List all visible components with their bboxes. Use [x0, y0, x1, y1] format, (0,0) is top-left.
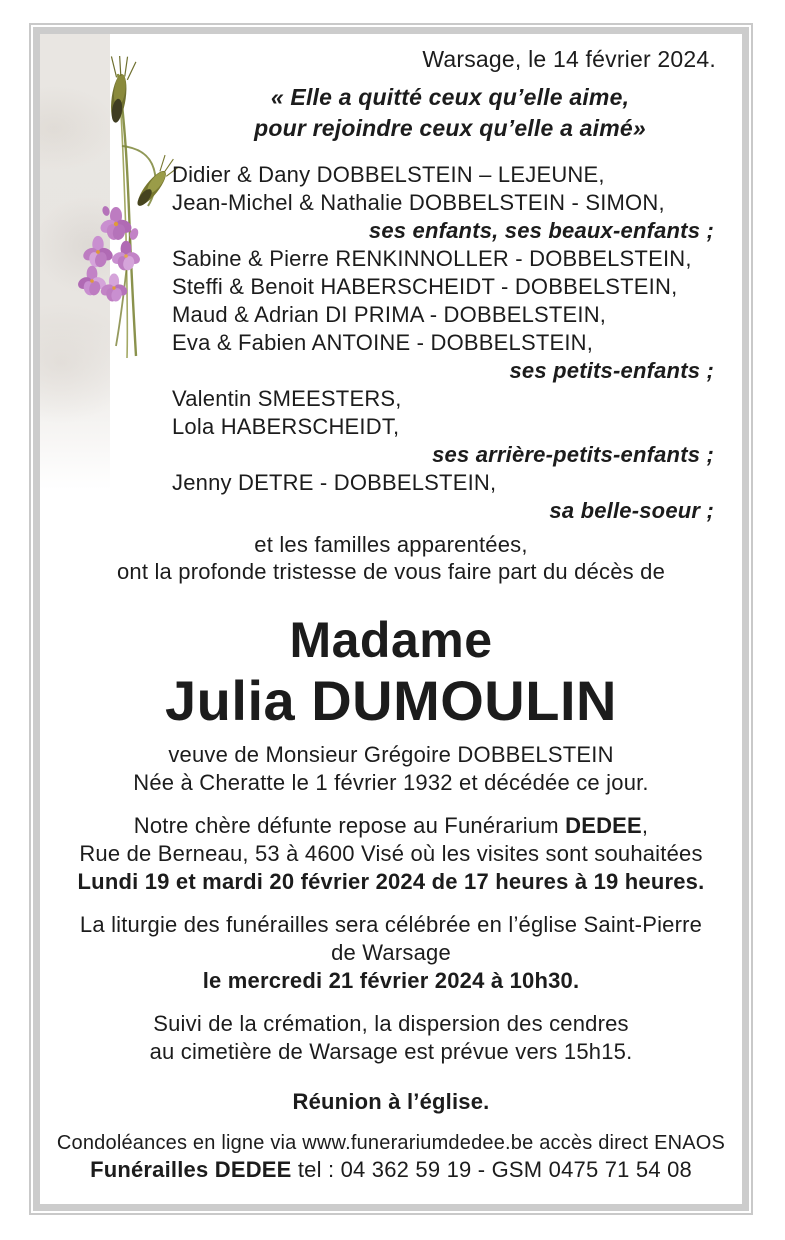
repose-paragraph [40, 812, 742, 896]
relation-label: sa belle-soeur ; [549, 498, 714, 523]
repose-line-2: Rue de Berneau, 53 à 4600 Visé où les visites sont souhaitées [79, 841, 703, 866]
closing-line-1: et les familles apparentées, [254, 532, 528, 557]
cremation-line-1: Suivi de la crémation, la dispersion des cendres [153, 1011, 629, 1036]
cremation-paragraph [40, 1010, 742, 1066]
repose-line-1 [40, 812, 742, 840]
funeral-home-name: DEDEE [565, 813, 642, 838]
page-border-frame [29, 23, 753, 1215]
family-member: Valentin SMEESTERS, [172, 386, 402, 411]
deceased-details [40, 741, 742, 797]
quote-line-1: « Elle a quitté ceux qu’elle aime, [270, 84, 630, 110]
repose-line-1-prefix: Notre chère défunte repose au Funérarium [133, 813, 566, 838]
deceased-name: Julia DUMOULIN [165, 669, 617, 732]
online-condolences-line: Condoléances en ligne via www.funerariumdedee.be accès direct ENAOS [56, 1132, 726, 1154]
footer [40, 1130, 742, 1184]
funeral-home-contact-line [40, 1156, 742, 1184]
family-list [40, 161, 742, 525]
funeral-home-bold-name: Funérailles DEDEE [90, 1157, 292, 1182]
closing-line-2: ont la profonde tristesse de vous faire part du décès de [116, 559, 666, 584]
meeting-line: Réunion à l’église. [292, 1089, 490, 1114]
widow-line: veuve de Monsieur Grégoire DOBBELSTEIN [168, 742, 614, 767]
dateline: Warsage, le 14 février 2024. [422, 46, 716, 72]
ceremony-date-line: le mercredi 21 février 2024 à 10h30. [202, 968, 580, 993]
quote-line-2: pour rejoindre ceux qu’elle a aimé» [254, 115, 646, 141]
deceased-title: Madame [289, 612, 493, 668]
family-member: Lola HABERSCHEIDT, [172, 414, 400, 439]
family-member: Steffi & Benoit HABERSCHEIDT - DOBBELSTEIN, [172, 274, 678, 299]
family-member: Jenny DETRE - DOBBELSTEIN, [172, 470, 497, 495]
relation-label: ses enfants, ses beaux-enfants ; [368, 218, 714, 243]
family-member: Eva & Fabien ANTOINE - DOBBELSTEIN, [172, 330, 594, 355]
cremation-line-2: au cimetière de Warsage est prévue vers 15h15. [149, 1039, 633, 1064]
family-member: Didier & Dany DOBBELSTEIN – LEJEUNE, [172, 162, 605, 187]
family-member: Sabine & Pierre RENKINNOLLER - DOBBELSTEIN, [172, 246, 692, 271]
announcement-content [40, 34, 742, 1204]
relation-label: ses arrière-petits-enfants ; [432, 442, 714, 467]
repose-line-1-suffix: , [641, 813, 649, 838]
family-member: Maud & Adrian DI PRIMA - DOBBELSTEIN, [172, 302, 607, 327]
memorial-quote [40, 82, 742, 144]
birth-death-line: Née à Cheratte le 1 février 1932 et décédée ce jour. [133, 770, 649, 795]
family-member: Jean-Michel & Nathalie DOBBELSTEIN - SIMON, [172, 190, 665, 215]
liturgy-paragraph [40, 911, 742, 995]
visit-hours-line: Lundi 19 et mardi 20 février 2024 de 17 heures à 19 heures. [77, 869, 705, 894]
page-inner-frame [33, 27, 749, 1211]
liturgy-line-1: La liturgie des funérailles sera célébrée en l’église Saint-Pierre [79, 912, 703, 937]
contact-numbers: tel : 04 362 59 19 - GSM 0475 71 54 08 [291, 1157, 692, 1182]
closing-lines [40, 531, 742, 585]
relation-label: ses petits-enfants ; [509, 358, 714, 383]
liturgy-line-2: de Warsage [331, 940, 451, 965]
